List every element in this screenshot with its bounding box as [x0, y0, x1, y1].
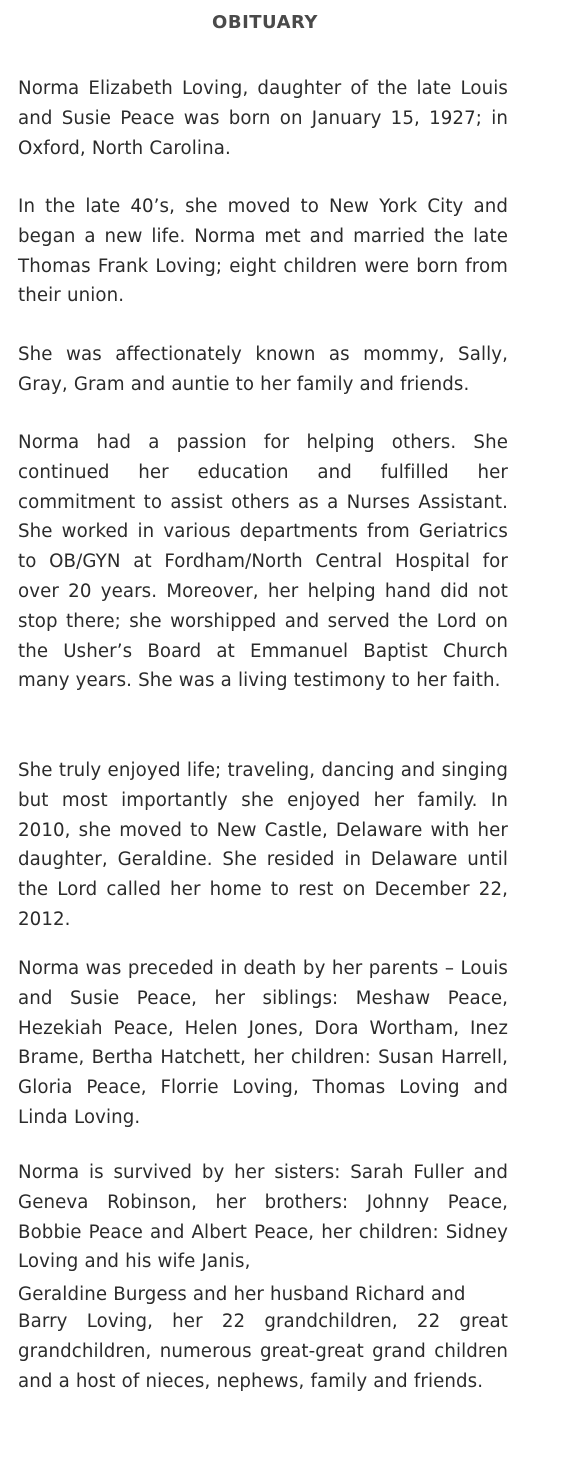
paragraph-birth: Norma Elizabeth Loving, daughter of the late Louis and Susie Peace was born on January 15, 1927; in Oxford, North Carolina. [18, 78, 508, 159]
paragraph-later-life: She truly enjoyed life; traveling, dancing and singing but most importantly she enjoyed her family. In 2010, she moved to New Castle, Delaware with her daughter, Geraldine. She resided in Delaware until the Lord called her home to rest on December 22, 2012. [18, 760, 508, 930]
paragraph-career-faith: Norma had a passion for helping others. She continued her education and fulfilled her commitment to assist others as a Nurses Assistant. She worked in various departments from Geriatrics to OB/GYN at Fordham/North Central Hospital for over 20 years. Moreover, her helping hand did not stop there; she worshipped and served the Lord on the Usher’s Board at Emmanuel Baptist Church many years. She was a living testimony to her faith. [18, 432, 508, 692]
obituary-title: OBITUARY [212, 12, 318, 33]
paragraph-survived: Norma is survived by her sisters: Sarah Fuller and Geneva Robinson, her brothers: Johnny Peace, Bobbie Peace and Albert Peace, her children: Sidney Loving and his wife Janis, [18, 1162, 508, 1273]
paragraph-survived-continued: Barry Loving, her 22 grandchildren, 22 great grandchildren, numerous great-great grand children and a host of nieces, nephews, family and friends. [18, 1311, 508, 1392]
paragraph-preceded: Norma was preceded in death by her parents – Louis and Susie Peace, her siblings: Meshaw Peace, Hezekiah Peace, Helen Jones, Dora Wortham, Inez Brame, Bertha Hatchett, her children: Susan Harrell, Gloria Peace, Florrie Loving, Thomas Loving and Linda Loving. [18, 958, 508, 1128]
paragraph-new-york: In the late 40’s, she moved to New York City and began a new life. Norma met and married the late Thomas Frank Loving; eight children were born from their union. [18, 196, 508, 307]
paragraph-nicknames: She was affectionately known as mommy, Sally, Gray, Gram and auntie to her family and friends. [18, 344, 508, 395]
paragraph-survived-clipped-line: Geraldine Burgess and her husband Richard and [18, 1284, 466, 1305]
